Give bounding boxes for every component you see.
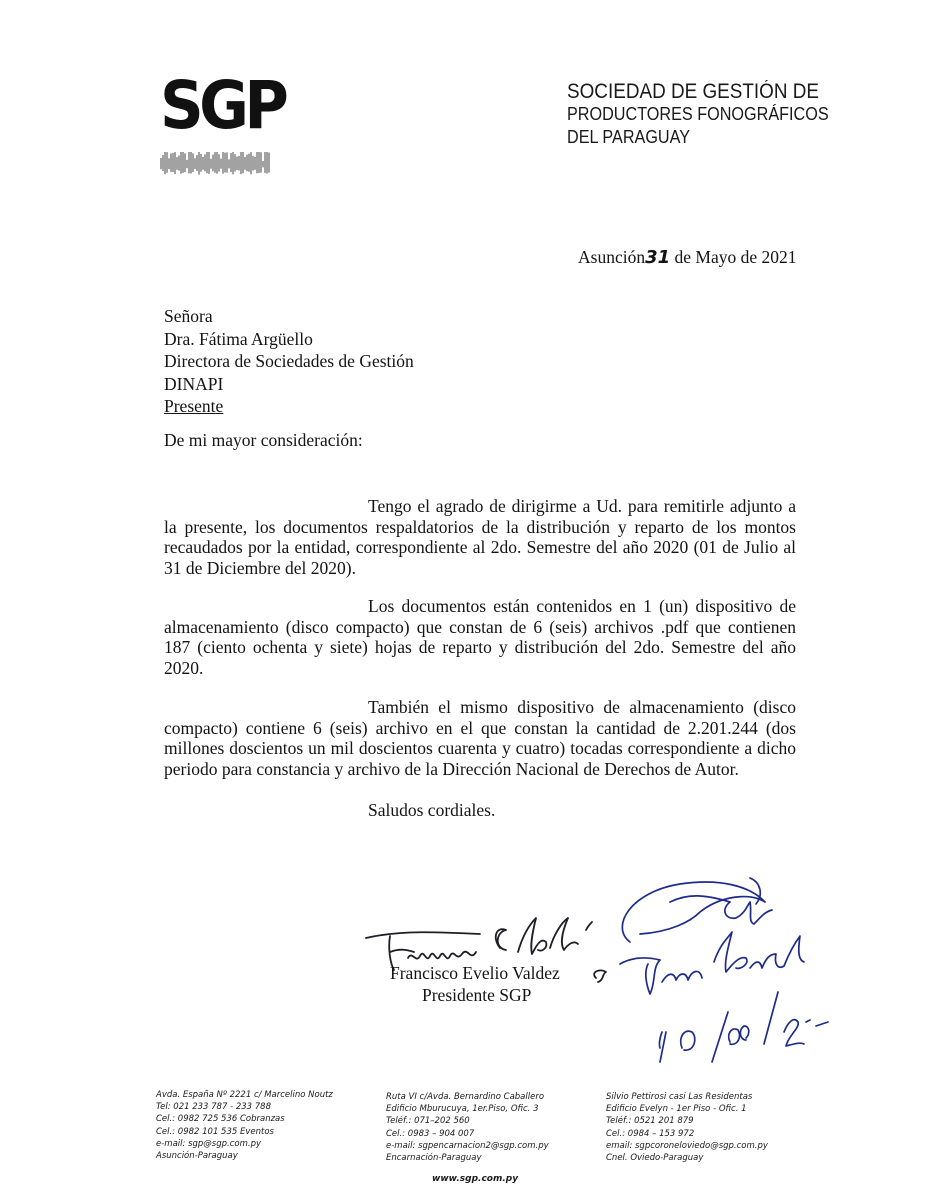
- footer-address-encarnacion: [386, 1091, 549, 1164]
- addressee-block: [164, 305, 414, 418]
- website-link[interactable]: www.sgp.com.py: [432, 1174, 519, 1184]
- footer-line: Asunción-Paraguay: [156, 1151, 238, 1162]
- date-prefix: Asunción: [578, 247, 646, 267]
- salutation: De mi mayor consideración:: [164, 430, 363, 450]
- footer-line: Tel: 021 233 787 - 233 788: [156, 1102, 271, 1113]
- footer-line: Avda. España Nº 2221 c/ Marcelino Noutz: [156, 1090, 333, 1100]
- footer-line: Encarnación-Paraguay: [386, 1153, 482, 1164]
- footer-line: Cel.: 0984 – 153 972: [606, 1128, 695, 1139]
- footer-line: Cel.: 0982 101 535 Eventos: [156, 1126, 274, 1137]
- footer-address-asuncion: [156, 1089, 333, 1162]
- addressee-line: Señora: [164, 306, 213, 326]
- logo-text: SGP: [160, 67, 285, 144]
- organization-name: [567, 80, 867, 149]
- presente-label: Presente: [164, 396, 224, 416]
- body-paragraph: Los documentos están contenidos en 1 (un) dispositivo de almacenamiento (disco compacto) que constan de 6 (seis) archivos .pdf que contienen 187 (ciento ochenta y siete) hojas de reparto y distribución del 2do. Semestre del año 2020.: [164, 596, 796, 678]
- footer-line: Silvio Pettirosi casi Las Residentas: [606, 1092, 753, 1102]
- date-day-handwritten: 31: [645, 247, 671, 268]
- footer-email-link[interactable]: e-mail: sgp@sgp.com.py: [156, 1138, 261, 1149]
- signatory-title: Presidente SGP: [422, 985, 532, 1005]
- footer-line: Edificio Mburucuya, 1er.Piso, Ofic. 3: [386, 1104, 539, 1115]
- signatory-name: Francisco Evelio Valdez: [390, 963, 560, 983]
- received-signature: [600, 872, 830, 1072]
- footer-line: Ruta VI c/Avda. Bernardino Caballero: [386, 1092, 545, 1102]
- footer-line: Cnel. Oviedo-Paraguay: [606, 1153, 704, 1164]
- org-name-line: PRODUCTORES FONOGRÁFICOS: [567, 104, 829, 124]
- body-paragraph: También el mismo dispositivo de almacenamiento (disco compacto) contiene 6 (seis) archivo en el que constan la cantidad de 2.201.244 (dos millones doscientos un mil doscientos cuarenta y cuatro) tocadas correspondiente a dicho periodo para constancia y archivo de la Dirección Nacional de Derechos de Autor.: [164, 697, 796, 779]
- footer-email-link[interactable]: email: sgpcoroneloviedo@sgp.com.py: [606, 1140, 768, 1151]
- footer-line: Teléf.: 0521 201 879: [606, 1116, 694, 1127]
- footer-line: Edificio Evelyn - 1er Piso - Ofic. 1: [606, 1104, 747, 1115]
- addressee-line: DINAPI: [164, 373, 224, 394]
- body-paragraph: Tengo el agrado de dirigirme a Ud. para remitirle adjunto a la presente, los documentos respaldatorios de la distribución y reparto de los montos recaudados por la entidad, correspondiente al 2do. Semestre del año 2020 (01 de Julio al 31 de Diciembre del 2020).: [164, 496, 796, 578]
- org-name-line: DEL PARAGUAY: [567, 127, 691, 147]
- soundwave-graphic: [160, 152, 272, 178]
- addressee-line: Dra. Fátima Argüello: [164, 328, 313, 349]
- closing-line: Saludos cordiales.: [368, 800, 496, 820]
- footer-email-link[interactable]: e-mail: sgpencarnacion2@sgp.com.py: [386, 1140, 549, 1151]
- footer-address-oviedo: [606, 1091, 768, 1164]
- addressee-line: Directora de Sociedades de Gestión: [164, 351, 414, 371]
- footer-line: Teléf.: 071–202 560: [386, 1116, 470, 1127]
- letter-date: [578, 247, 797, 268]
- footer-line: Cel.: 0982 725 536 Cobranzas: [156, 1114, 285, 1125]
- org-name-line: SOCIEDAD DE GESTIÓN DE: [567, 80, 820, 103]
- date-suffix: de Mayo de 2021: [670, 247, 797, 267]
- sgp-logo: [160, 68, 290, 186]
- footer-line: Cel.: 0983 – 904 007: [386, 1128, 475, 1139]
